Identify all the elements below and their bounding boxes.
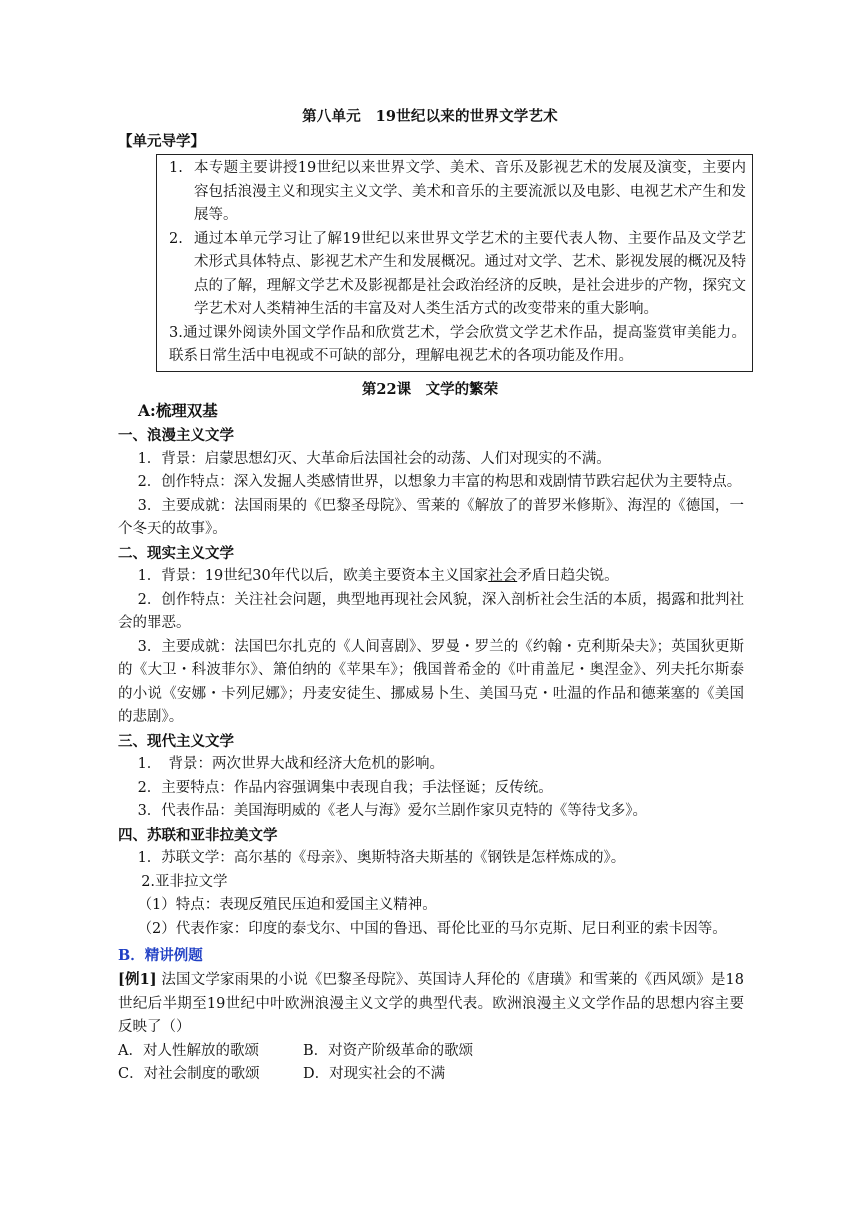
paragraph: 3．主要成就：法国巴尔扎克的《人间喜剧》、罗曼・罗兰的《约翰・克利斯朵夫》；英国狄更斯的《大卫・科波菲尔》、箫伯纳的《苹果车》；俄国普希金的《叶甫盖尼・奥涅金》、列夫托尔斯泰的小说《安娜・卡列尼娜》；丹麦安徒生、挪威易卜生、美国马克・吐温的作品和德莱塞的《美国的悲剧》。: [118, 638, 744, 725]
option-d: D．对现实社会的不满: [303, 1066, 446, 1082]
guide-item: [169, 228, 746, 322]
paragraph: 2．主要特点：作品内容强调集中表现自我；手法怪诞；反传统。: [137, 779, 553, 796]
guide-item-number: 2.: [169, 230, 183, 247]
guide-item: [169, 157, 746, 228]
text-span: 矛盾日趋尖锐。: [517, 568, 619, 584]
heading-soviet-afroasian: 四、苏联和亚非拉美文学: [118, 826, 278, 844]
guide-item-3: 3.通过课外阅读外国文学作品和欣赏艺术，学会欣赏文学艺术作品，提高鉴赏审美能力。联系日常生活中电视或不可缺的部分，理解电视艺术的各项功能及作用。: [169, 324, 746, 364]
options-row: [118, 1040, 744, 1064]
paragraph: （2）代表作家：印度的泰戈尔、中国的鲁迅、哥伦比亚的马尔克斯、尼日利亚的索卡因等。: [137, 920, 727, 937]
paragraph: 2．创作特点：关注社会问题，典型地再现社会风貌，深入剖析社会生活的本质，揭露和批判社会的罪恶。: [118, 591, 744, 631]
option-b: B．对资产阶级革命的歌颂: [303, 1042, 474, 1059]
example-question: [118, 968, 744, 1040]
paragraph: 1．苏联文学：高尔基的《母亲》、奥斯特洛夫斯基的《钢铁是怎样炼成的》。: [137, 850, 626, 866]
underlined-text: 社会: [488, 568, 518, 584]
paragraph: [118, 565, 744, 589]
paragraph: 3．主要成就：法国雨果的《巴黎圣母院》、雪莱的《解放了的普罗米修斯》、海涅的《德国，一个冬天的故事》。: [118, 497, 744, 537]
example-tag: [例1]: [118, 971, 157, 988]
example-text: 法国文学家雨果的小说《巴黎圣母院》、英国诗人拜伦的《唐璜》和雪莱的《西风颂》是18世纪后半期至19世纪中叶欧洲浪漫主义文学的典型代表。欧洲浪漫主义文学作品的思想内容主要反映了（）: [118, 972, 745, 1035]
unit-guide-box: [156, 154, 753, 372]
text-span: 1．背景：19世纪30年代以后，欧美主要资本主义国家: [137, 568, 489, 584]
heading-modernism: 三、现代主义文学: [118, 732, 234, 750]
option-c: C．对社会制度的歌颂: [118, 1066, 260, 1082]
lesson-title: 第22课 文学的繁荣: [361, 381, 499, 398]
section-b-heading: B．精讲例题: [118, 947, 203, 964]
lesson-content: [118, 398, 744, 1087]
unit-title: 第八单元 19世纪以来的世界文学艺术: [302, 108, 558, 125]
guide-item-number: 1.: [169, 160, 183, 176]
paragraph: 2．创作特点：深入发掘人类感情世界，以想象力丰富的构思和戏剧情节跌宕起伏为主要特点。: [137, 474, 742, 490]
guide-item-text: 本专题主要讲授19世纪以来世界文学、美术、音乐及影视艺术的发展及演变，主要内容包括浪漫主义和现实主义文学、美术和音乐的主要流派以及电影、电视艺术产生和发展等。: [194, 160, 746, 223]
paragraph: （1）特点：表现反殖民压迫和爱国主义精神。: [137, 897, 437, 913]
heading-realism: 二、现实主义文学: [118, 544, 234, 562]
section-a-heading: A:梳理双基: [138, 401, 218, 420]
options-row: [118, 1063, 744, 1087]
paragraph: 1． 背景：两次世界大战和经济大危机的影响。: [137, 756, 445, 772]
paragraph: 1．背景：启蒙思想幻灭、大革命后法国社会的动荡、人们对现实的不满。: [137, 450, 611, 467]
paragraph: 2.亚非拉文学: [141, 873, 228, 890]
guide-item-text: 通过本单元学习让了解19世纪以来世界文学艺术的主要代表人物、主要作品及文学艺术形式具体特点、影视艺术产生和发展概况。通过对文学、艺术、影视发展的概况及特点的了解，理解文学艺术及影视都是社会政治经济的反映，是社会进步的产物，探究文学艺术对人类精神生活的丰富及对人类生活方式的改变带来的重大影响。: [194, 230, 746, 317]
heading-romanticism: 一、浪漫主义文学: [118, 427, 234, 444]
paragraph: 3．代表作品：美国海明威的《老人与海》爱尔兰剧作家贝克特的《等待戈多》。: [137, 803, 648, 819]
unit-guide-label: 【单元导学】: [118, 133, 205, 150]
option-a: A．对人性解放的歌颂: [118, 1042, 259, 1059]
